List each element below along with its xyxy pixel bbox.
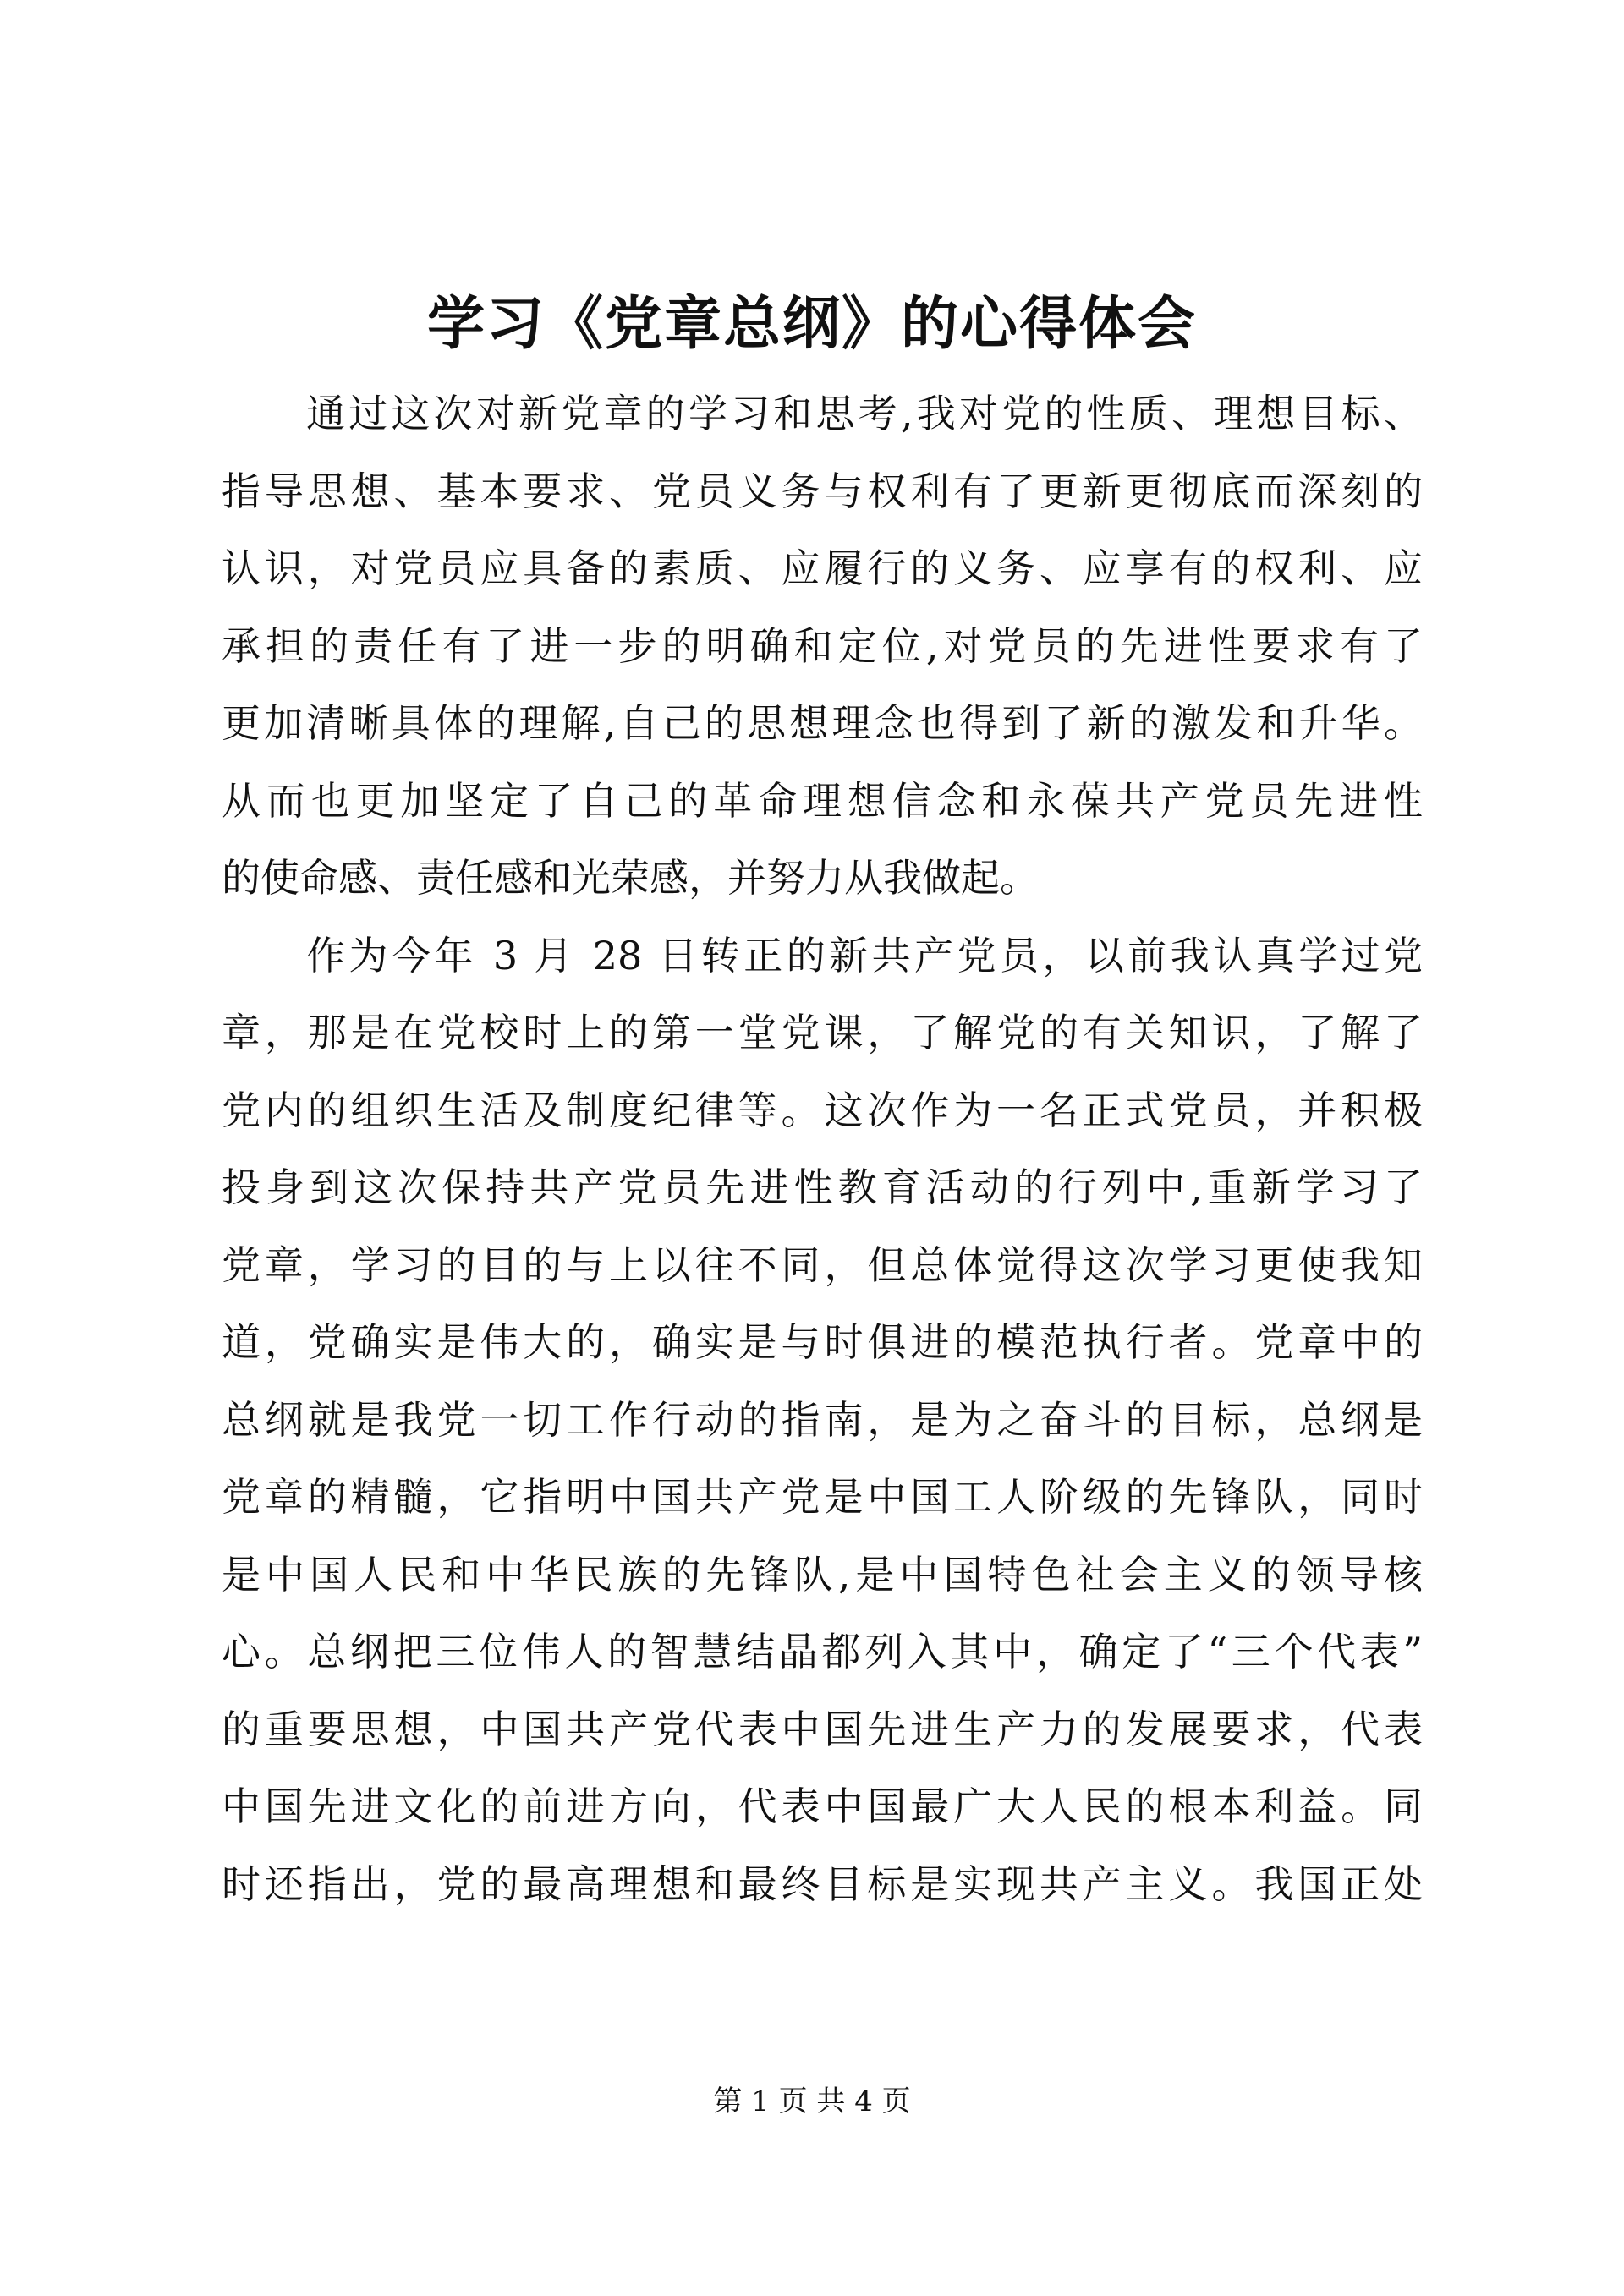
paragraph-2-line-8: 党章的精髓，它指明中国共产党是中国工人阶级的先锋队，同时 [222, 1474, 1423, 1520]
paragraph-2-line-5: 党章，学习的目的与上以往不同，但总体觉得这次学习更使我知 [222, 1241, 1423, 1288]
paragraph-2-line-9: 是中国人民和中华民族的先锋队,是中国特色社会主义的领导核 [222, 1551, 1423, 1597]
paragraph-2-line-3: 党内的组织生活及制度纪律等。这次作为一名正式党员，并积极 [222, 1087, 1423, 1133]
paragraph-1-line-5: 更加清晰具体的理解,自己的思想理念也得到了新的激发和升华。 [222, 700, 1423, 746]
paragraph-2-line-10: 心。总纲把三位伟人的智慧结晶都列入其中，确定了“三个代表” [222, 1629, 1423, 1674]
paragraph-2-line-13: 时还指出，党的最高理想和最终目标是实现共产主义。我国正处 [222, 1860, 1423, 1907]
paragraph-1-line-4: 承担的责任有了进一步的明确和定位,对党员的先进性要求有了 [222, 622, 1423, 669]
paragraph-2-line-1: 作为今年 3 月 28 日转正的新共产党员，以前我认真学过党 [306, 932, 1423, 978]
paragraph-1-line-6: 从而也更加坚定了自己的革命理想信念和永葆共产党员先进性 [222, 777, 1423, 824]
document-body [222, 375, 1423, 1923]
paragraph-2-line-6: 道，党确实是伟大的，确实是与时俱进的模范执行者。党章中的 [222, 1319, 1423, 1365]
paragraph-1-line-2: 指导思想、基本要求、党员义务与权利有了更新更彻底而深刻的 [222, 468, 1423, 514]
paragraph-2-line-4: 投身到这次保持共产党员先进性教育活动的行列中,重新学习了 [222, 1164, 1423, 1210]
paragraph-1-line-3: 认识，对党员应具备的素质、应履行的义务、应享有的权利、应 [222, 545, 1423, 591]
paragraph-2-line-11: 的重要思想，中国共产党代表中国先进生产力的发展要求，代表 [222, 1706, 1423, 1752]
paragraph-2-line-2: 章，那是在党校时上的第一堂党课，了解党的有关知识，了解了 [222, 1010, 1423, 1055]
paragraph-2-line-7: 总纲就是我党一切工作行动的指南，是为之奋斗的目标，总纲是 [222, 1396, 1423, 1443]
paragraph-1-line-1: 通过这次对新党章的学习和思考,我对党的性质、理想目标、 [306, 391, 1423, 436]
document-title: 学习《党章总纲》的心得体会 [426, 290, 1197, 358]
paragraph-1-line-7: 的使命感、责任感和光荣感，并努力从我做起。 [222, 855, 1039, 901]
paragraph-2-line-12: 中国先进文化的前进方向，代表中国最广大人民的根本利益。同 [222, 1784, 1423, 1829]
page-number-footer: 第 1 页 共 4 页 [713, 2085, 911, 2118]
